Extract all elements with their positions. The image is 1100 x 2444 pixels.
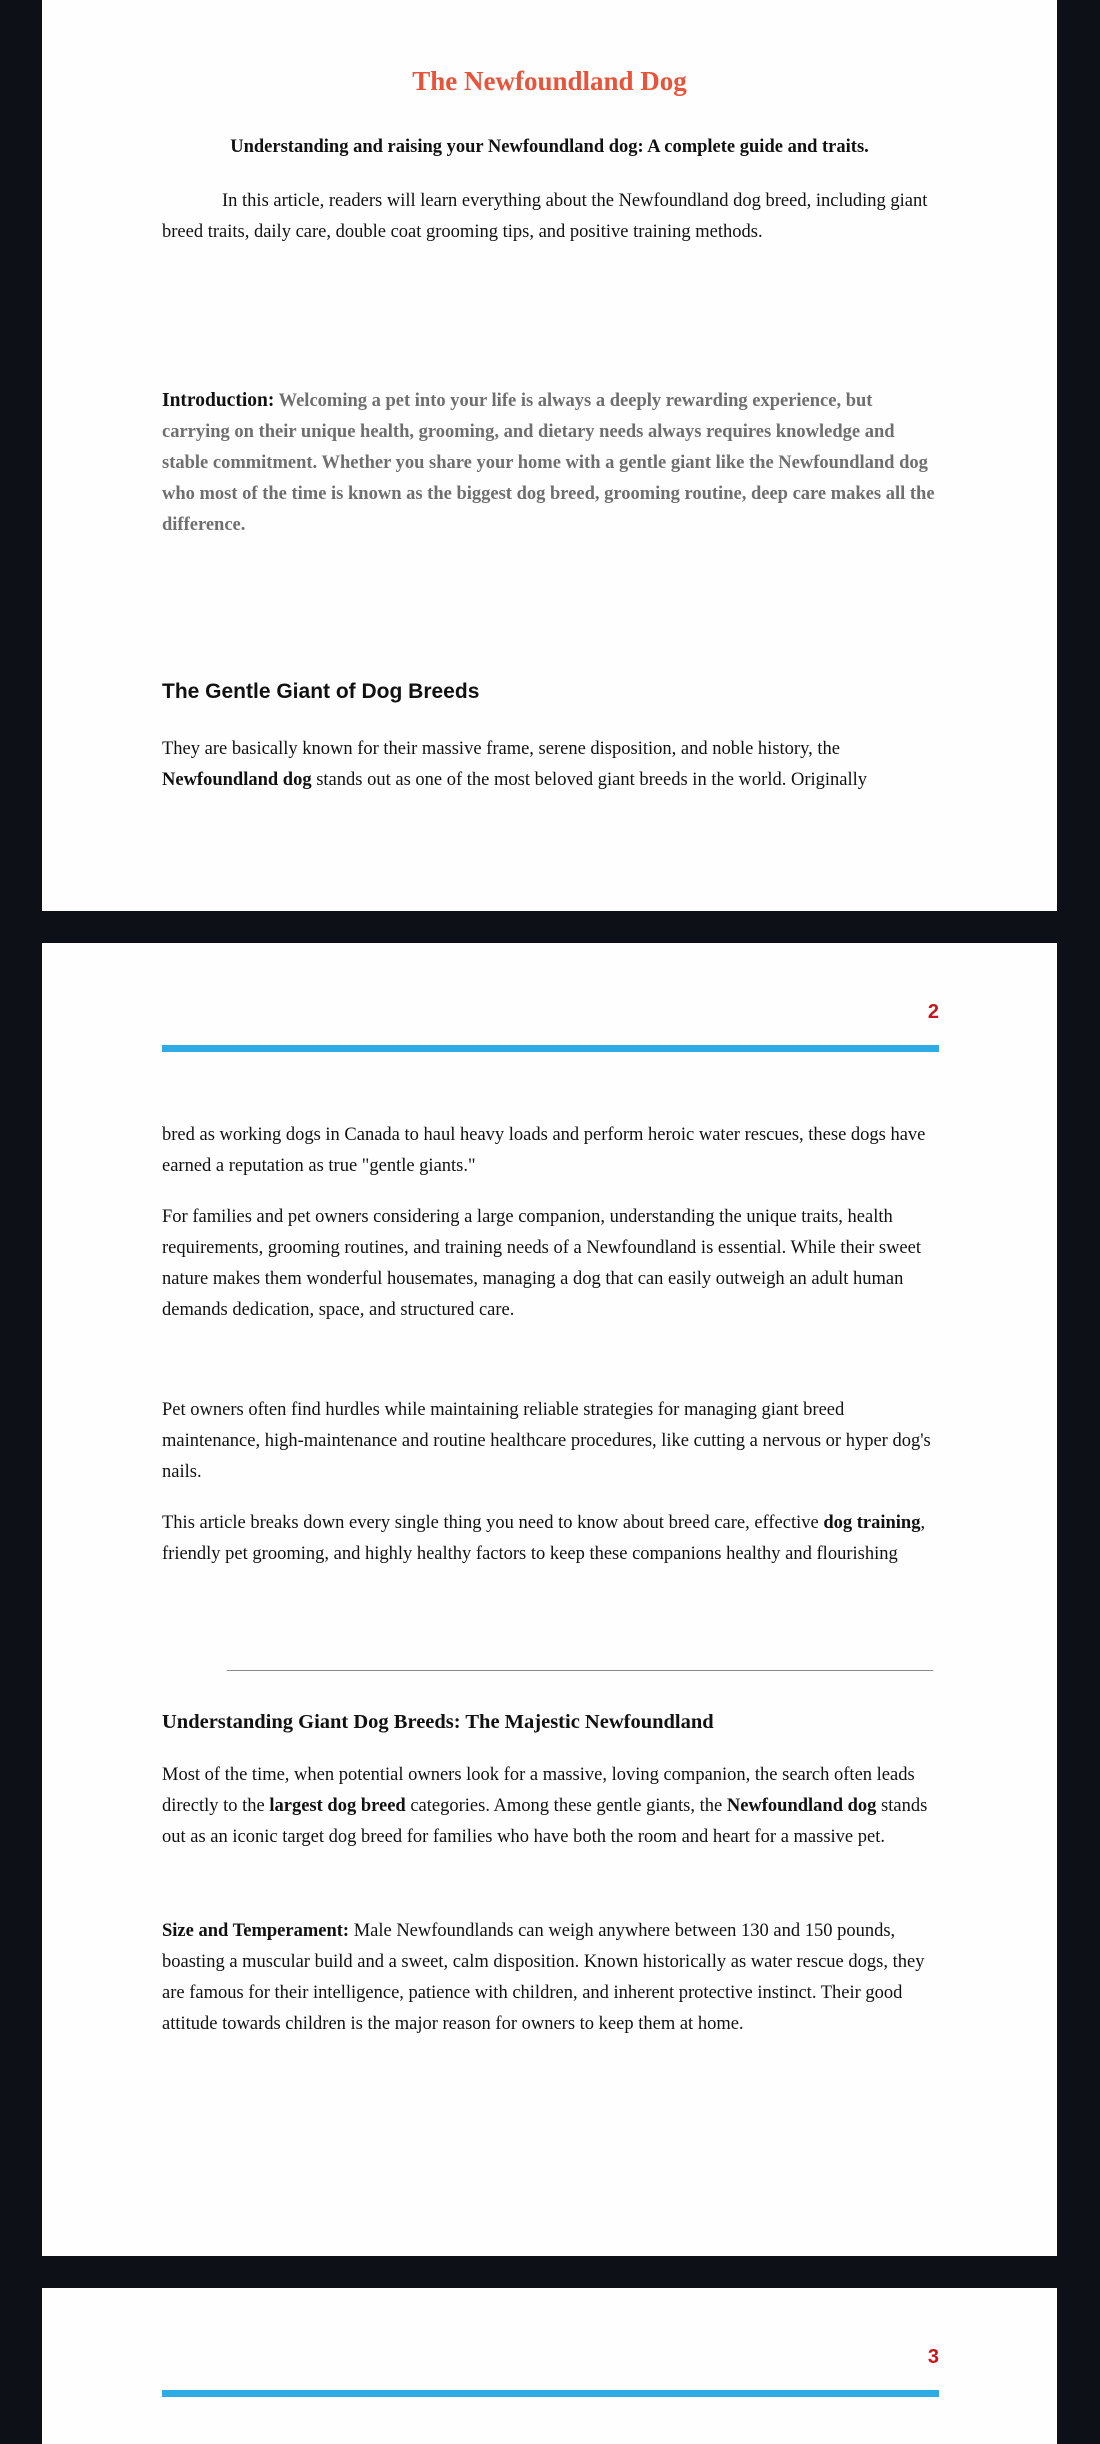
section-paragraph	[162, 734, 942, 796]
largest-breed-paragraph	[162, 1760, 942, 1853]
document-page-3	[42, 2288, 1057, 2444]
section-paragraph-text: They are basically known for their massive frame, serene disposition, and noble history, the	[162, 739, 840, 759]
page2-heading-block	[162, 1711, 942, 1734]
summary-paragraph: In this article, readers will learn everything about the Newfoundland dog breed, including giant breed traits, daily care, double coat grooming tips, and positive training methods.	[162, 191, 928, 242]
size-temperament-label: Size and Temperament:	[162, 1921, 350, 1941]
hurdles-paragraph: Pet owners often find hurdles while maintaining reliable strategies for managing giant breed maintenance, high-maintenance and routine healthcare procedures, like cutting a nervous or hyper dog's nails.	[162, 1400, 931, 1482]
page2-paragraph-5	[162, 1760, 942, 1853]
page2-paragraph-2	[162, 1202, 942, 1326]
size-temperament-text: Male Newfoundlands can weigh anywhere between 130 and 150 pounds, boasting a muscular build and a sweet, calm disposition. Known historically as water rescue dogs, they are famous for their intelligence, patience with children, and inherent protective instinct. Their good attitude towards children is the major reason for owners to keep them at home.	[162, 1921, 925, 2034]
article-overview-paragraph	[162, 1508, 942, 1570]
section-divider	[227, 1670, 933, 1671]
section-paragraph-text-end: stands out as one of the most beloved giant breeds in the world. Originally	[311, 770, 868, 790]
header-rule	[162, 1045, 939, 1052]
dog-training-bold: dog training	[823, 1513, 921, 1533]
paragraph-text: stands out as an iconic target dog breed for families who have both the room and heart for a massive pet.	[162, 1796, 928, 1847]
document-title: The Newfoundland Dog	[412, 66, 687, 96]
newfoundland-dog-bold: Newfoundland dog	[726, 1796, 877, 1816]
page2-paragraph-1	[162, 1120, 942, 1182]
largest-dog-breed-bold: largest dog breed	[269, 1796, 406, 1816]
continuation-paragraph: bred as working dogs in Canada to haul heavy loads and perform heroic water rescues, these dogs have earned a reputation as true "gentle giants."	[162, 1125, 926, 1176]
section-heading: Understanding Giant Dog Breeds: The Majestic Newfoundland	[162, 1711, 714, 1733]
page2-paragraph-6	[162, 1916, 942, 2040]
page2-paragraph-3	[162, 1395, 942, 1488]
families-paragraph: For families and pet owners considering a large companion, understanding the unique traits, health requirements, grooming routines, and training needs of a Newfoundland is essential. While their sweet nature makes them wonderful housemates, managing a dog that can easily outweigh an adult human demands dedication, space, and structured care.	[162, 1207, 921, 1320]
gentle-giant-paragraph-block	[162, 734, 942, 796]
document-page-2	[42, 943, 1057, 2256]
document-subtitle: Understanding and raising your Newfoundland dog: A complete guide and traits.	[230, 137, 869, 157]
paragraph-text: Most of the time, when potential owners look for a massive, loving companion, the search often leads directly to the	[162, 1765, 915, 1816]
gentle-giant-heading-block	[162, 680, 942, 704]
page-number: 3	[927, 2346, 939, 2368]
introduction-paragraph	[162, 385, 942, 541]
overview-text-end: , friendly pet grooming, and highly healthy factors to keep these companions healthy and flourishing	[162, 1513, 926, 1564]
newfoundland-dog-bold: Newfoundland dog	[162, 770, 312, 790]
introduction-block	[162, 385, 942, 541]
header-rule	[162, 2390, 939, 2397]
paragraph-text: categories. Among these gentle giants, the	[405, 1796, 727, 1816]
introduction-text: Welcoming a pet into your life is always a deeply rewarding experience, but carrying on their unique health, grooming, and dietary needs always requires knowledge and stable commitment. Whether you share your home with a gentle giant like the Newfoundland dog who most of the time is known as the biggest dog breed, grooming routine, deep care makes all the difference.	[162, 391, 935, 535]
size-temperament-paragraph	[162, 1916, 942, 2040]
page-number: 2	[927, 1001, 939, 1023]
document-page-1	[42, 0, 1057, 911]
overview-text: This article breaks down every single thing you need to know about breed care, effective	[162, 1513, 824, 1533]
page2-paragraph-4	[162, 1508, 942, 1570]
section-heading: The Gentle Giant of Dog Breeds	[162, 680, 480, 703]
summary-block	[162, 186, 942, 248]
introduction-label: Introduction:	[162, 390, 275, 411]
